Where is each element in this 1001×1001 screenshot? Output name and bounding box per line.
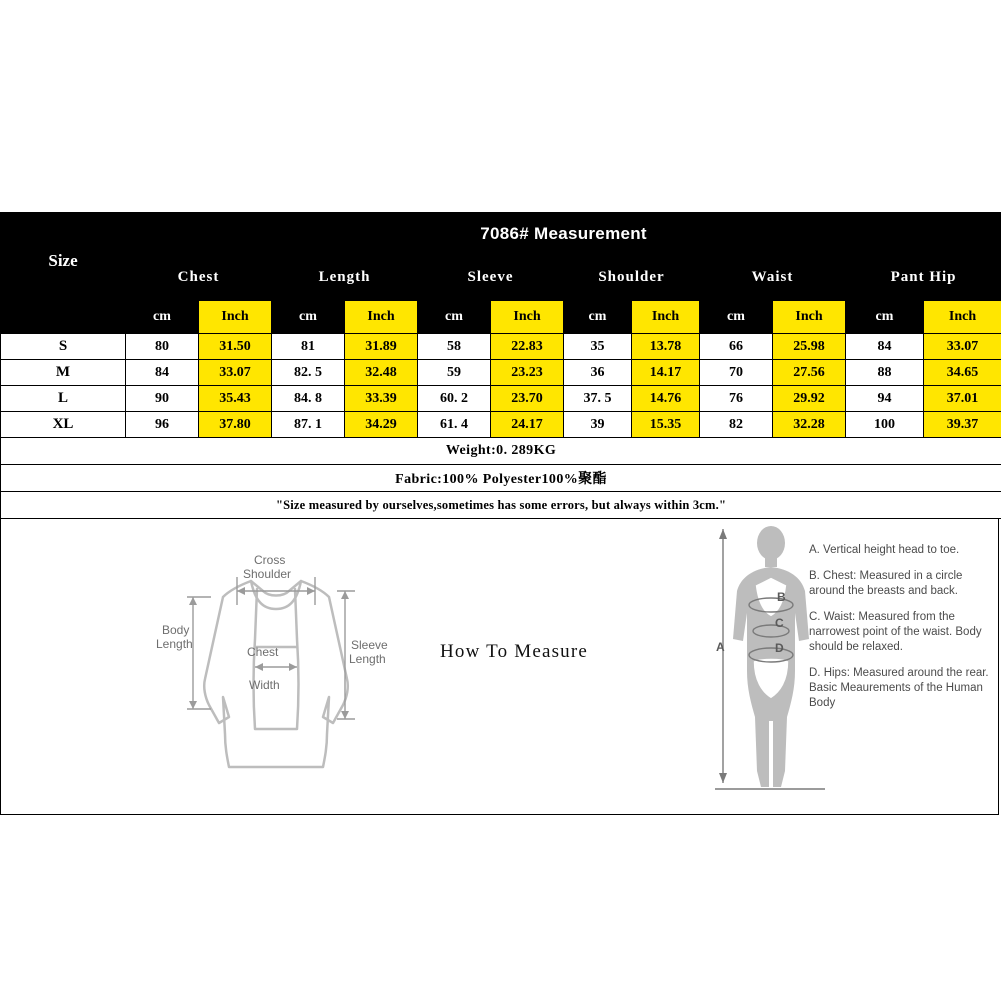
- row-size-label: S: [1, 334, 126, 360]
- label-chest-width-line2: Width: [249, 678, 280, 692]
- body-marker-a: A: [716, 640, 725, 654]
- cell-sleeve-cm: 58: [418, 334, 491, 360]
- label-chest-width-line1: Chest: [247, 645, 279, 659]
- cell-chest-inch: 35.43: [199, 386, 272, 412]
- legend-item-a: A. Vertical height head to toe.: [809, 544, 960, 556]
- how-to-measure-panel: [0, 519, 999, 815]
- cell-chest-inch: 37.80: [199, 412, 272, 438]
- cell-length-inch: 34.29: [345, 412, 418, 438]
- cell-chest-cm: 96: [126, 412, 199, 438]
- table-unit-row: [1, 301, 1001, 334]
- cell-chest-inch: 31.50: [199, 334, 272, 360]
- legend-item-c: C. Waist: Measured from the narrowest point of the waist. Body should be relaxed.: [809, 611, 982, 653]
- group-header-pant-hip: Pant Hip: [846, 255, 1001, 301]
- cell-shoulder-inch: 13.78: [632, 334, 700, 360]
- cell-waist-inch: 32.28: [773, 412, 846, 438]
- cell-shoulder-inch: 14.17: [632, 360, 700, 386]
- cell-pant-hip-inch: 34.65: [924, 360, 1001, 386]
- unit-inch-sleeve: Inch: [491, 301, 564, 334]
- cell-shoulder-cm: 36: [564, 360, 632, 386]
- cell-waist-cm: 70: [700, 360, 773, 386]
- cell-waist-inch: 27.56: [773, 360, 846, 386]
- cell-shoulder-inch: 14.76: [632, 386, 700, 412]
- cell-sleeve-inch: 23.23: [491, 360, 564, 386]
- measurement-legend: [809, 543, 989, 722]
- table-title-row: [1, 213, 1001, 255]
- disclaimer-note: "Size measured by ourselves,sometimes has some errors, but always within 3cm.": [1, 492, 1001, 519]
- legend-item-b: B. Chest: Measured in a circle around the breasts and back.: [809, 570, 963, 597]
- unit-inch-length: Inch: [345, 301, 418, 334]
- cell-shoulder-inch: 15.35: [632, 412, 700, 438]
- group-header-chest: Chest: [126, 255, 272, 301]
- cell-length-cm: 84. 8: [272, 386, 345, 412]
- size-header-cell: [1, 213, 126, 334]
- cell-waist-cm: 82: [700, 412, 773, 438]
- cell-waist-inch: 25.98: [773, 334, 846, 360]
- garment-diagram: [151, 529, 401, 799]
- body-marker-d: D: [775, 641, 784, 655]
- cell-chest-inch: 33.07: [199, 360, 272, 386]
- cell-chest-cm: 80: [126, 334, 199, 360]
- cell-sleeve-cm: 61. 4: [418, 412, 491, 438]
- cell-sleeve-inch: 23.70: [491, 386, 564, 412]
- weight-note: Weight:0. 289KG: [1, 438, 1001, 465]
- unit-inch-shoulder: Inch: [632, 301, 700, 334]
- group-header-shoulder: Shoulder: [564, 255, 700, 301]
- fabric-note: Fabric:100% Polyester100%聚酯: [1, 465, 1001, 492]
- weight-note-row: [1, 438, 1001, 465]
- unit-cm-chest: cm: [126, 301, 199, 334]
- table-row: [1, 360, 1001, 386]
- label-body-length-line2: Length: [156, 637, 193, 651]
- size-chart-sheet: [0, 212, 1001, 815]
- cell-shoulder-cm: 39: [564, 412, 632, 438]
- row-size-label: XL: [1, 412, 126, 438]
- cell-pant-hip-cm: 84: [846, 334, 924, 360]
- table-row: [1, 412, 1001, 438]
- unit-cm-length: cm: [272, 301, 345, 334]
- garment-diagram-svg: [151, 529, 401, 799]
- label-cross-shoulder-line2: Shoulder: [243, 567, 292, 581]
- cell-sleeve-inch: 24.17: [491, 412, 564, 438]
- table-row: [1, 334, 1001, 360]
- body-marker-b: B: [777, 590, 786, 604]
- body-marker-c: C: [775, 616, 784, 630]
- unit-cm-shoulder: cm: [564, 301, 632, 334]
- unit-inch-chest: Inch: [199, 301, 272, 334]
- label-cross-shoulder-line1: Cross: [254, 553, 286, 567]
- table-group-row: [1, 255, 1001, 301]
- row-size-label: L: [1, 386, 126, 412]
- cell-length-cm: 81: [272, 334, 345, 360]
- unit-inch-pant-hip: Inch: [924, 301, 1001, 334]
- cell-pant-hip-inch: 37.01: [924, 386, 1001, 412]
- cell-length-inch: 31.89: [345, 334, 418, 360]
- cell-waist-cm: 76: [700, 386, 773, 412]
- how-to-measure-title: How To Measure: [439, 641, 589, 662]
- label-sleeve-length-line2: Length: [349, 652, 386, 666]
- cell-shoulder-cm: 35: [564, 334, 632, 360]
- fabric-note-row: [1, 465, 1001, 492]
- unit-cm-pant-hip: cm: [846, 301, 924, 334]
- cell-sleeve-cm: 59: [418, 360, 491, 386]
- cell-length-cm: 87. 1: [272, 412, 345, 438]
- unit-cm-waist: cm: [700, 301, 773, 334]
- group-header-sleeve: Sleeve: [418, 255, 564, 301]
- cell-pant-hip-cm: 88: [846, 360, 924, 386]
- cell-chest-cm: 84: [126, 360, 199, 386]
- unit-inch-waist: Inch: [773, 301, 846, 334]
- label-sleeve-length-line1: Sleeve: [351, 638, 388, 652]
- legend-item-d: D. Hips: Measured around the rear. Basic Meaurements of the Human Body: [809, 667, 989, 709]
- cell-length-inch: 33.39: [345, 386, 418, 412]
- size-header-label: Size: [48, 250, 78, 270]
- measurement-table: [0, 212, 1001, 519]
- row-size-label: M: [1, 360, 126, 386]
- cell-waist-cm: 66: [700, 334, 773, 360]
- cell-chest-cm: 90: [126, 386, 199, 412]
- label-body-length-line1: Body: [162, 623, 190, 637]
- cell-shoulder-cm: 37. 5: [564, 386, 632, 412]
- cell-length-cm: 82. 5: [272, 360, 345, 386]
- group-header-waist: Waist: [700, 255, 846, 301]
- cell-pant-hip-cm: 94: [846, 386, 924, 412]
- cell-pant-hip-inch: 33.07: [924, 334, 1001, 360]
- cell-pant-hip-inch: 39.37: [924, 412, 1001, 438]
- cell-length-inch: 32.48: [345, 360, 418, 386]
- group-header-length: Length: [272, 255, 418, 301]
- disclaimer-row: [1, 492, 1001, 519]
- cell-sleeve-inch: 22.83: [491, 334, 564, 360]
- cell-waist-inch: 29.92: [773, 386, 846, 412]
- unit-cm-sleeve: cm: [418, 301, 491, 334]
- cell-sleeve-cm: 60. 2: [418, 386, 491, 412]
- table-title: 7086# Measurement: [126, 213, 1001, 255]
- table-row: [1, 386, 1001, 412]
- cell-pant-hip-cm: 100: [846, 412, 924, 438]
